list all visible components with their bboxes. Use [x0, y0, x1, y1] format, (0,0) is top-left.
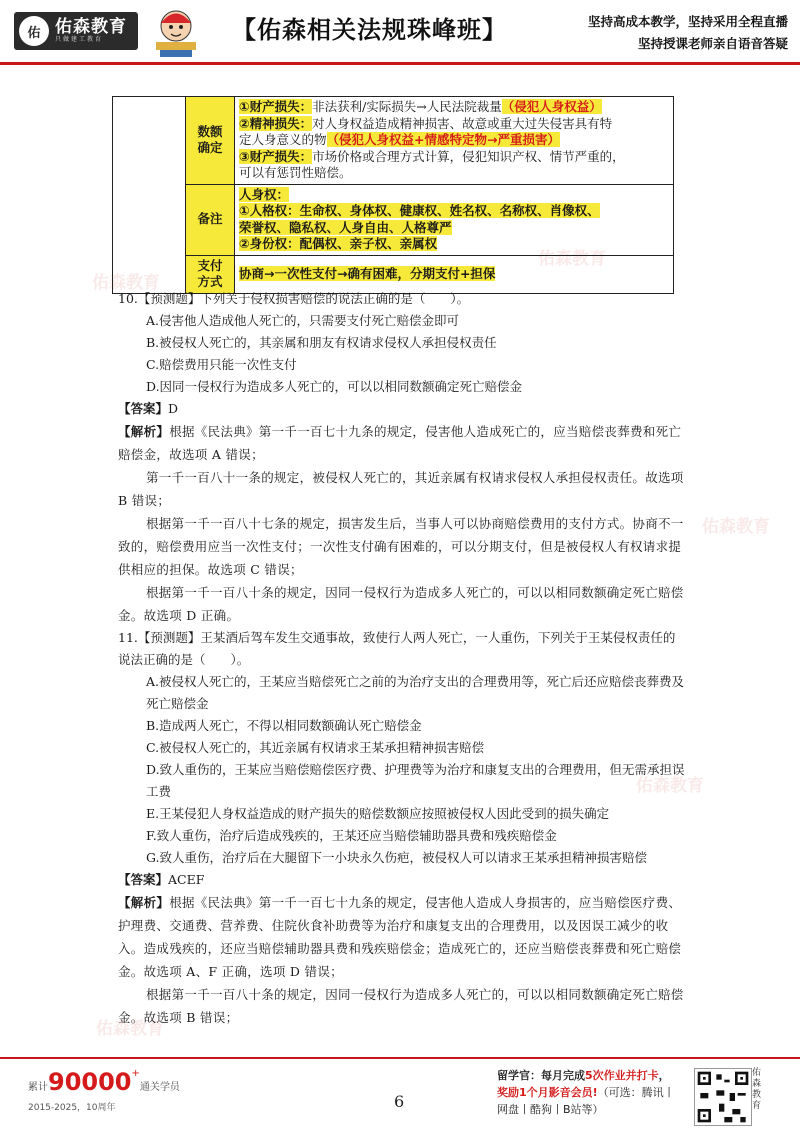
q11-option: B.造成两人死亡，不得以相同数额确认死亡赔偿金 — [146, 718, 422, 733]
q10-option: D.因同一侵权行为造成多人死亡的，可以以相同数额确定死亡赔偿金 — [146, 379, 523, 394]
footer-promo — [497, 1067, 677, 1118]
q10-explanation-2: 第一千一百八十一条的规定，被侵权人死亡的，其近亲属有权请求侵权人承担侵权责任。故选项 B 错误； — [118, 470, 684, 508]
row-content-amount — [235, 97, 674, 185]
explanation-tag: 【解析】 — [118, 895, 170, 910]
mascot-icon — [150, 6, 202, 60]
note-line-1: 人身权： — [239, 186, 290, 202]
promo-highlight: 5次作业并打卡 — [585, 1069, 659, 1082]
amount-line-1-head: ①财产损失： — [239, 99, 313, 114]
q11-option: G.致人重伤，治疗后在大腿留下一小块永久伤疤，被侵权人可以请求王某承担精神损害赔偿 — [146, 850, 648, 865]
q11-option: A.被侵权人死亡的，王某应当赔偿死亡之前的为治疗支出的合理费用等，死亡后还应赔偿丧葬费及死亡赔偿金 — [146, 674, 685, 711]
watermark: 佑森教育 — [702, 517, 770, 537]
q10-option: A.侵害他人造成他人死亡的，只需要支付死亡赔偿金即可 — [146, 313, 460, 328]
table-empty-cell — [113, 97, 186, 294]
students-number: 90000 — [48, 1068, 132, 1096]
amount-line-1-red: （侵犯人身权益） — [501, 99, 602, 114]
answer-tag: 【答案】 — [118, 872, 169, 887]
q11-option: C.被侵权人死亡的，其近亲属有权请求王某承担精神损害赔偿 — [146, 740, 485, 755]
header-divider — [0, 62, 800, 65]
promo-text: 每月完成 — [541, 1069, 585, 1082]
brand-logo — [14, 12, 138, 50]
amount-line-3-red: （侵犯人身权益+情感特定物→严重损害） — [326, 132, 560, 147]
q11-stem: 11.【预测题】王某酒后驾车发生交通事故，致使行人两人死亡，一人重伤，下列关于王某侵权责任的说法正确的是（ ）。 — [118, 630, 676, 667]
question-content — [118, 288, 686, 1029]
row-label-text: 备注 — [197, 211, 223, 227]
row-label-text: 支付 方式 — [197, 257, 223, 289]
row-label-amount — [186, 97, 235, 185]
table-row — [113, 184, 674, 255]
table-row — [113, 97, 674, 185]
payment-text: 协商→一次性支付→确有困难，分期支付+担保 — [239, 265, 496, 281]
amount-line-1-text: 非法获利/实际损失→人民法院裁量 — [312, 99, 502, 114]
q10-explanation-4: 根据第一千一百八十条的规定，因同一侵权行为造成多人死亡的，可以以相同数额确定死亡赔偿金。故选项 D 正确。 — [118, 585, 684, 623]
watermark: 佑森教育 — [636, 776, 704, 796]
amount-line-3-text: 定人身意义的物 — [239, 132, 327, 147]
anniversary-years: 2015-2025，10周年 — [28, 1103, 116, 1113]
logo-mark-icon: 佑 — [19, 16, 49, 46]
amount-line-4-text: 市场价格或合理方式计算，侵犯知识产权、情节严重的， — [312, 148, 625, 164]
page-number: 6 — [394, 1092, 405, 1111]
row-label-note — [186, 184, 235, 255]
note-line-4: ②身份权：配偶权、亲子权、亲属权 — [239, 236, 438, 251]
note-line-3: 荣誉权、隐私权、人身自由、人格尊严 — [239, 219, 452, 235]
logo-name: 佑森教育 — [55, 17, 127, 37]
q10-explanation-3: 根据第一千一百八十七条的规定，损害发生后，当事人可以协商赔偿费用的支付方式。协商不一致的，赔偿费用应当一次性支付；一次性支付确有困难的，可以分期支付，但是被侵权人有权请求提供相应的担保。故选项 C 错误； — [118, 516, 684, 577]
page-header — [0, 0, 800, 64]
header-slogan-1: 坚持高成本教学，坚持采用全程直播 — [587, 14, 788, 29]
compensation-rules-table — [112, 96, 674, 294]
row-label-text: 数额 确定 — [197, 123, 223, 156]
amount-line-2-text: 对人身权益造成精神损害、故意或重大过失侵害具有特 — [312, 115, 613, 131]
promo-text: （可选：腾讯丨 — [597, 1086, 675, 1099]
watermark: 佑森教育 — [538, 249, 606, 269]
q10-answer: D — [168, 401, 179, 416]
amount-line-2-head: ②精神损失： — [239, 115, 313, 131]
promo-text: 留学官： — [497, 1069, 541, 1082]
q10-stem: 10.【预测题】下列关于侵权损害赔偿的说法正确的是（ ）。 — [118, 291, 470, 306]
header-slogan-2: 坚持授课老师亲自语音答疑 — [637, 36, 788, 51]
row-content-note — [235, 184, 674, 255]
footer-divider — [0, 1057, 800, 1059]
amount-line-4-head: ③财产损失： — [239, 148, 313, 164]
q11-answer: ACEF — [168, 872, 205, 887]
watermark: 佑森教育 — [92, 273, 160, 293]
q10-option: C.赔偿费用只能一次性支付 — [146, 357, 297, 372]
amount-line-5-text: 可以有惩罚性赔偿。 — [239, 165, 352, 180]
answer-tag: 【答案】 — [118, 401, 169, 416]
page-title: 【佑森相关法规珠峰班】 — [232, 16, 507, 44]
promo-text: ， — [658, 1069, 670, 1082]
q11-explanation-2: 根据第一千一百八十条的规定，因同一侵权行为造成多人死亡的，可以以相同数额确定死亡赔偿金。故选项 B 错误； — [118, 987, 684, 1025]
students-counter — [28, 1068, 180, 1096]
q11-option: F.致人重伤，治疗后造成残疾的，王某还应当赔偿辅助器具费和残疾赔偿金 — [146, 828, 557, 843]
q10-explanation-1: 根据《民法典》第一千一百七十九条的规定，侵害他人造成死亡的，应当赔偿丧葬费和死亡赔偿金，故选项 A 错误； — [118, 424, 682, 462]
explanation-tag: 【解析】 — [118, 424, 170, 439]
qr-label: 佑森教育 — [752, 1068, 762, 1111]
note-line-2: ①人格权：生命权、身体权、健康权、姓名权、名称权、肖像权、 — [239, 203, 600, 218]
students-plus: + — [131, 1068, 140, 1079]
watermark: 佑森教育 — [96, 1019, 164, 1039]
students-prefix: 累计 — [28, 1082, 48, 1093]
q10-option: B.被侵权人死亡的，其亲属和朋友有权请求侵权人承担侵权责任 — [146, 335, 497, 350]
q11-option: E.王某侵犯人身权益造成的财产损失的赔偿数额应按照被侵权人因此受到的损失确定 — [146, 806, 610, 821]
promo-text: 网盘丨酷狗丨B站等） — [497, 1103, 604, 1116]
qr-code-icon — [694, 1068, 752, 1126]
logo-subtitle: 只做建工教育 — [55, 36, 104, 43]
promo-highlight: 奖励1个月影音会员! — [497, 1086, 598, 1099]
q11-explanation-1: 根据《民法典》第一千一百七十九条的规定，侵害他人造成人身损害的，应当赔偿医疗费、护理费、交通费、营养费、住院伙食补助费等为治疗和康复支出的合理费用，以及因误工减少的收入。造成残疾的，还应当赔偿辅助器具费和残疾赔偿金；造成死亡的，还应当赔偿丧葬费和死亡赔偿金。故选项 A、F 正确，选项 D 错误； — [118, 895, 682, 979]
students-suffix: 通关学员 — [139, 1082, 180, 1093]
q11-option: D.致人重伤的，王某应当赔偿赔偿医疗费、护理费等为治疗和康复支出的合理费用，但无需承担误工费 — [146, 762, 685, 799]
